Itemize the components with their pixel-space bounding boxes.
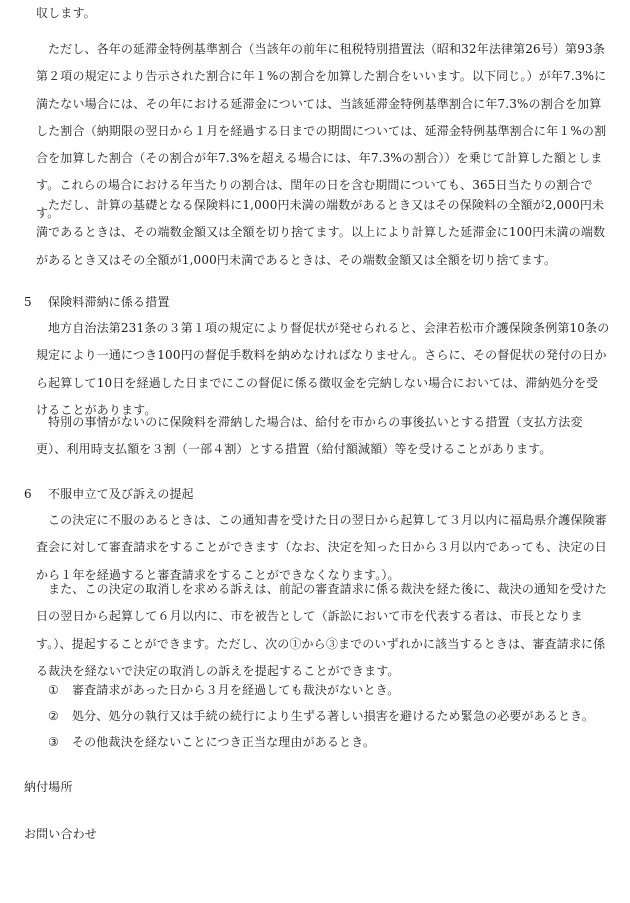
section-5-heading (24, 289, 604, 316)
section-5-paragraph-2: 特別の事情がないのに保険料を滞納した場合は、給付を市からの事後払いとする措置（支払方法変更）、利用時支払額を３割（一部４割）とする措置（給付額減額）等を受けることがあります。 (36, 415, 583, 457)
delinquency-rate-paragraph: ただし、各年の延滞金特例基準割合（当該年の前年に租税特別措置法（昭和32年法律第26号）第93条第２項の規定により告示された割合に年１%の割合を加算した割合をいいます。以下同じ。）が年7.3%に満たない場合には、その年における延滞金については、当該延滞金特例基準割合に年7.3%の割合を加算した割合（納期限の翌日から１月を経過する日までの期間については、延滞金特例基準割合に年１%の割合を加算した割合（その割合が年7.3%を超える場合には、年7.3%の割合））を乗じて計算した額とします。これらの場合における年当たりの割合は、閏年の日を含む期間についても、365日当たりの割合です。 (36, 42, 607, 220)
inquiry-label: お問い合わせ (24, 827, 97, 841)
section-5-title: 保険料滞納に係る措置 (48, 295, 170, 309)
list-item (48, 729, 610, 756)
list-item (48, 677, 610, 704)
list-item-text: その他裁決を経ないことにつき正当な理由があるとき。 (72, 735, 376, 749)
list-item-mark: ① (48, 683, 59, 697)
section-6-paragraph-1: この決定に不服のあるときは、この通知書を受けた日の翌日から起算して３月以内に福島県介護保険審査会に対して審査請求をすることができます（なお、決定を知った日から３月以内であっても、決定の日から１年を経過すると審査請求をすることができなくなります。）。 (36, 513, 607, 582)
list-item-mark: ② (48, 709, 59, 723)
payment-place-label: 納付場所 (24, 780, 73, 794)
section-6-heading (24, 481, 604, 508)
section-6-title: 不服申立て及び訴えの提起 (48, 487, 194, 501)
intro-line: 収します。 (36, 6, 96, 20)
list-item-mark: ③ (48, 735, 59, 749)
section-5-paragraph-1: 地方自治法第231条の３第１項の規定により督促状が発せられると、会津若松市介護保険条例第10条の規定により一通につき100円の督促手数料を納めなければなりません。さらに、その督促状の発付の日から起算して10日を経過した日までにこの督促に係る徴収金を完納しない場合においては、滞納処分を受けることがあります。 (36, 321, 610, 417)
section-5-number: 5 (24, 295, 32, 309)
list-item (48, 703, 610, 730)
list-item-text: 処分、処分の執行又は手続の続行により生ずる著しい損害を避けるため緊急の必要があるとき。 (72, 709, 594, 723)
section-6-paragraph-2: また、この決定の取消しを求める訴えは、前記の審査請求に係る裁決を経た後に、裁決の通知を受けた日の翌日から起算して６月以内に、市を被告として（訴訟において市を代表する者は、市長となります。）、提起することができます。ただし、次の①から③までのいずれかに該当するときは、審査請求に係る裁決を経ないで決定の取消しの訴えを提起することができます。 (36, 582, 607, 678)
section-6-number: 6 (24, 487, 32, 501)
rounding-paragraph: ただし、計算の基礎となる保険料に1,000円未満の端数があるとき又はその保険料の全額が2,000円未満であるときは、その端数金額又は全額を切り捨てます。以上により計算した延滞金に100円未満の端数があるとき又はその全額が1,000円未満であるときは、その端数金額又は全額を切り捨てます。 (36, 198, 606, 267)
list-item-text: 審査請求があった日から３月を経過しても裁決がないとき。 (72, 683, 400, 697)
